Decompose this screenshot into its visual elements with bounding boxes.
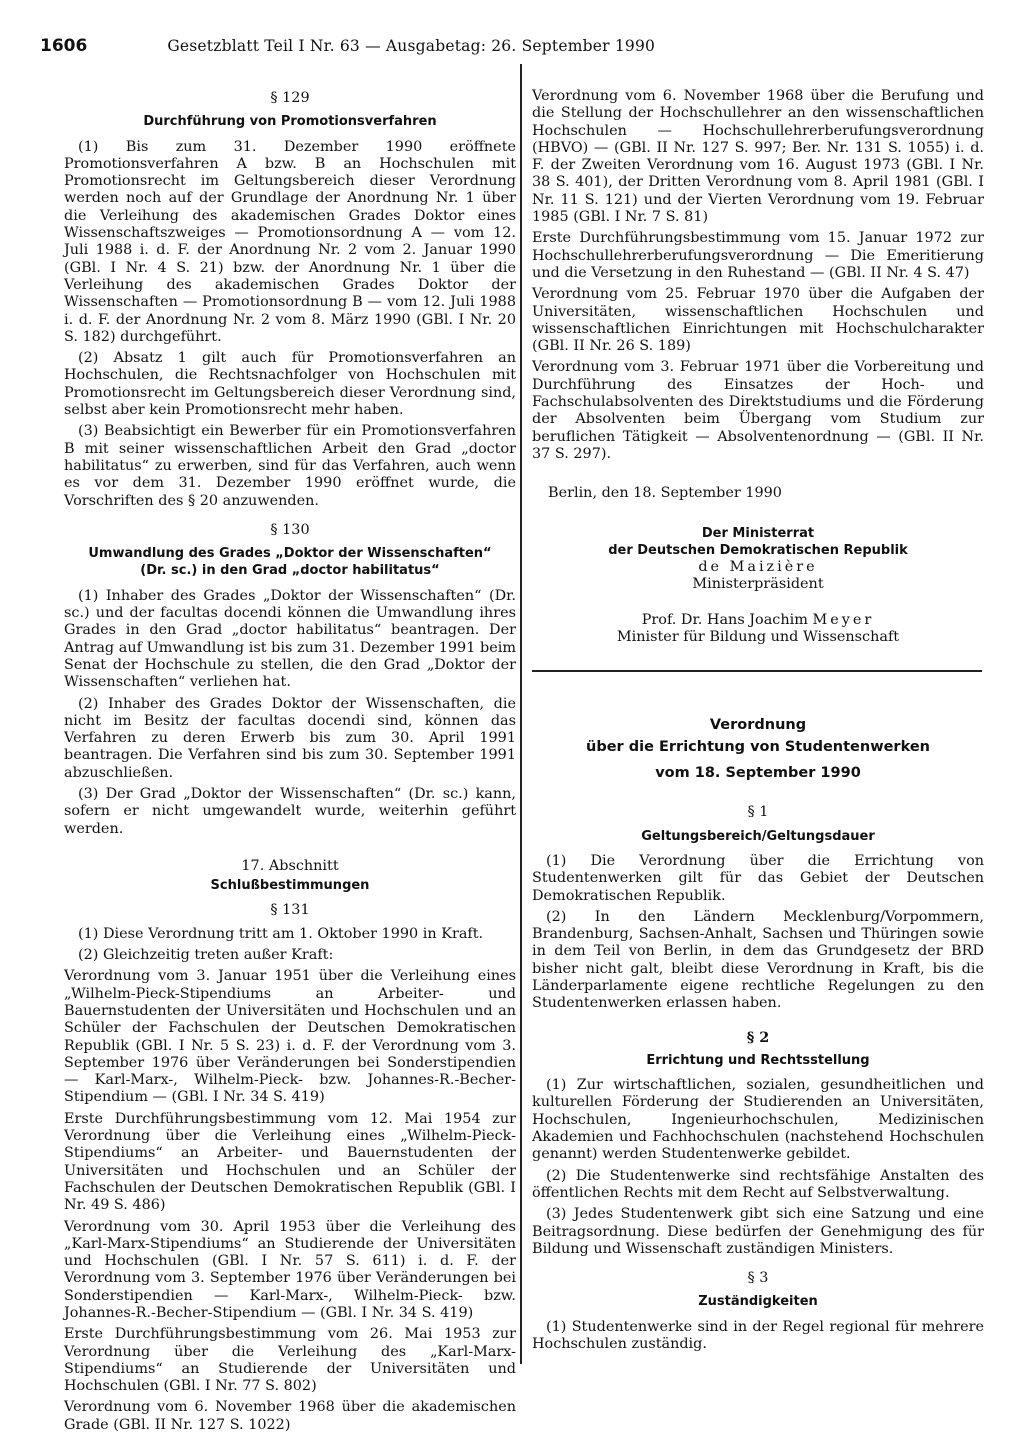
section-130-title-line-2: (Dr. sc.) in den Grad „doctor habilitatus“ (140, 563, 440, 579)
ordinance-title-line-2: über die Errichtung von Studentenwerken (586, 739, 930, 756)
section-131-number: § 131 (270, 902, 310, 919)
ordinance-title-line-1: Verordnung (709, 717, 807, 734)
running-title: Gesetzblatt Teil I Nr. 63 — Ausgabetag: 26. September 1990 (167, 37, 656, 55)
left-column (64, 88, 516, 1438)
signatory-1-name: de Maizière (698, 559, 818, 576)
ord-section-1-title: Geltungsbereich/Geltungsdauer (641, 828, 875, 844)
ordinance-title-line-3: vom 18. September 1990 (655, 765, 861, 782)
signature-block (532, 525, 984, 647)
section-130-title-line-1: Umwandlung des Grades „Doktor der Wissenschaften“ (88, 546, 492, 562)
section-129-title: Durchführung von Promotionsverfahren (143, 114, 437, 130)
repealed-item-5: Verordnung vom 6. November 1968 über die akademischen Grade (GBl. II Nr. 127 S. 1022) (64, 1399, 516, 1433)
ord-section-1-number: § 1 (747, 804, 769, 821)
ord-section-2-para-1: (1) Zur wirtschaftlichen, sozialen, gesundheitlichen und kulturellen Förderung der Studierenden an Universitäten, Hochschulen, Ingenieurhochschulen, Medizinischen Akademien und Fachhochschulen (nachstehend Hochschulen genannt) werden Studentenwerke gebildet. (532, 1077, 984, 1163)
repealed-item-7: Erste Durchführungsbestimmung vom 15. Januar 1972 zur Hochschullehrerberufungsverordnung — Die Emeritierung und die Versetzung in den Ruhestand — (GBl. II Nr. 4 S. 47) (532, 230, 984, 281)
section-129-para-3: (3) Beabsichtigt ein Bewerber für ein Promotionsverfahren B mit seiner wissenschaftlichen Arbeit den Grad „doctor habilitatus“ zu erwerben, sind für das Verfahren, auch wenn es vor dem 31. Dezember 1990 eröffnet wurde, die Vorschriften des § 20 anzuwenden. (64, 423, 516, 509)
section-130-para-1: (1) Inhaber des Grades „Doktor der Wissenschaften“ (Dr. sc.) und der facultas docendi können die Umwandlung ihres Grades in den Grad „doctor habilitatus“ beantragen. Der Antrag auf Umwandlung ist bis zum 31. Dezember 1991 beim Senat der Hochschule zu stellen, die den Grad „Doktor der Wissenschaften“ verliehen hat. (64, 587, 516, 691)
ord-section-1-para-2: (2) In den Ländern Mecklenburg/Vorpommern, Brandenburg, Sachsen-Anhalt, Sachsen und Thüringen sowie in dem Teil von Berlin, in dem das Grundgesetz der BRD bisher nicht galt, bleibt diese Verordnung in Kraft, bis die Länderparlamente eigene rechtliche Regelungen zu den Studentenwerken erlassen haben. (532, 908, 984, 1012)
abschnitt-title: Schlußbestimmungen (210, 878, 370, 894)
signatory-2-name (532, 612, 984, 629)
section-131-para-1: (1) Diese Verordnung tritt am 1. Oktober 1990 in Kraft. (78, 925, 484, 942)
section-130-para-2: (2) Inhaber des Grades Doktor der Wissenschaften, die nicht im Besitz der facultas docendi sind, können das Verfahren zu deren Erwerb bis zum 30. April 1991 beantragen. Die Verfahren sind bis zum 30. September 1991 abzuschließen. (64, 695, 516, 781)
ordinance-title (532, 714, 984, 784)
place-and-date: Berlin, den 18. September 1990 (548, 485, 782, 502)
section-129-para-2: (2) Absatz 1 gilt auch für Promotionsverfahren an Hochschulen, die Rechtsnachfolger von Hochschulen mit Promotionsrecht im Geltungsbereich dieser Verordnung sind, selbst aber kein Promotionsrecht mehr haben. (64, 350, 516, 419)
repealed-item-3: Verordnung vom 30. April 1953 über die Verleihung des „Karl-Marx-Stipendiums“ an Studierende der Universitäten und Hochschulen (GBl. I Nr. 57 S. 611) i. d. F. der Verordnung vom 3. September 1976 über Veränderungen bei Sonderstipendien — Karl-Marx-, Wilhelm-Pieck- bzw. Johannes-R.-Becher-Stipendium — (GBl. I Nr. 34 S. 419) (64, 1218, 516, 1321)
repealed-item-4: Erste Durchführungsbestimmung vom 26. Mai 1953 zur Verordnung über die Verleihung des „Karl-Marx-Stipendiums“ an Studierende der Universitäten und Hochschulen (GBl. I Nr. 77 S. 802) (64, 1326, 516, 1395)
section-129-number: § 129 (270, 90, 310, 106)
signatory-2-name-prefix: Prof. Dr. Hans Joachim (641, 611, 808, 628)
page-header (40, 36, 984, 56)
page-number: 1606 (40, 36, 88, 56)
right-column (532, 88, 984, 1357)
repealed-item-1: Verordnung vom 3. Januar 1951 über die Verleihung eines „Wilhelm-Pieck-Stipendiums an Arbeiter- und Bauernstudenten der Universitäten und Hochschulen und an Schüler der Fachschulen der Deutschen Demokratischen Republik (GBl. I Nr. 5 S. 23) i. d. F. der Verordnung vom 3. September 1976 über Veränderungen bei Sonderstipendien — Karl-Marx-, Wilhelm-Pieck- bzw. Johannes-R.-Becher-Stipendium — (GBl. I Nr. 34 S. 419) (64, 968, 516, 1106)
signatory-1-role: Ministerpräsident (692, 576, 824, 593)
repealed-item-9: Verordnung vom 3. Februar 1971 über die Vorbereitung und Durchführung des Einsatzes der Hoch- und Fachschulabsolventen des Direktstudiums und die Förderung der Absolventen beim Übergang vom Studium zur beruflichen Tätigkeit — Absolventenordnung — (GBl. II Nr. 37 S. 297). (532, 359, 984, 462)
ord-section-2-title: Errichtung und Rechtsstellung (646, 1052, 870, 1068)
signatory-2-surname: Meyer (812, 611, 875, 628)
repealed-item-6: Verordnung vom 6. November 1968 über die Berufung und die Stellung der Hochschullehrer an den wissenschaftlichen Hochschulen — Hochschullehrerberufungsverordnung (HBVO) — (GBl. II Nr. 127 S. 997; Ber. Nr. 131 S. 1055) i. d. F. der Zweiten Verordnung vom 16. August 1973 (GBl. I Nr. 38 S. 401), der Dritten Verordnung vom 8. April 1981 (GBl. I Nr. 11 S. 121) und der Vierten Verordnung vom 19. Februar 1985 (GBl. I Nr. 7 S. 81) (532, 88, 984, 226)
ord-section-3-title: Zuständigkeiten (698, 1294, 818, 1310)
ord-section-1-para-1: (1) Die Verordnung über die Errichtung von Studentenwerken gilt für das Gebiet der Deutschen Demokratischen Republik. (532, 852, 984, 904)
section-130-para-3: (3) Der Grad „Doktor der Wissenschaften“ (Dr. sc.) kann, sofern er nicht umgewandelt wurde, weiterhin geführt werden. (64, 785, 516, 837)
signatory-2-role: Minister für Bildung und Wissenschaft (616, 629, 900, 646)
ord-section-3-para-1: (1) Studentenwerke sind in der Regel regional für mehrere Hochschulen zuständig. (532, 1318, 984, 1353)
ord-section-2-para-2: (2) Die Studentenwerke sind rechtsfähige Anstalten des öffentlichen Rechts mit dem Recht auf Selbstverwaltung. (532, 1167, 984, 1201)
signature-org-line-1: Der Ministerrat (701, 525, 815, 541)
repealed-item-8: Verordnung vom 25. Februar 1970 über die Aufgaben der Universitäten, wissenschaftlichen Hochschulen und wissenschaftlichen Einrichtungen mit Hochschulcharakter (GBl. II Nr. 26 S. 189) (532, 286, 984, 355)
section-131-para-2: (2) Gleichzeitig treten außer Kraft: (78, 947, 334, 964)
section-129-para-1: (1) Bis zum 31. Dezember 1990 eröffnete Promotionsverfahren A bzw. B an Hochschulen mit Promotionsrecht im Geltungsbereich dieser Verordnung werden noch auf der Grundlage der Anordnung Nr. 1 über die Verleihung des akademischen Grades Doktor eines Wissenschaftszweiges — Promotionsordnung A — vom 12. Juli 1988 i. d. F. der Anordnung Nr. 2 vom 2. Januar 1990 (GBl. I Nr. 4 S. 21) bzw. der Anordnung Nr. 1 über die Verleihung des akademischen Grades Doktor der Wissenschaften — Promotionsordnung B — vom 12. Juli 1988 i. d. F. der Anordnung Nr. 2 vom 8. März 1990 (GBl. I Nr. 20 S. 182) durchgeführt. (64, 138, 516, 345)
section-130-number: § 130 (270, 521, 310, 538)
ord-section-2-number: § 2 (746, 1028, 770, 1046)
repealed-item-2: Erste Durchführungsbestimmung vom 12. Mai 1954 zur Verordnung über die Verleihung eines „Wilhelm-Pieck-Stipendiums“ an Arbeiter- und Bauernstudenten der Universitäten und Hochschulen und an Schüler der Fachschulen der Deutschen Demokratischen Republik (GBl. I Nr. 49 S. 486) (64, 1110, 516, 1214)
abschnitt-label: 17. Abschnitt (241, 857, 339, 874)
ord-section-2-para-3: (3) Jedes Studentenwerk gibt sich eine Satzung und eine Beitragsordnung. Diese bedürfen der Genehmigung des für Bildung und Wissenschaft zuständigen Ministers. (532, 1206, 984, 1257)
ord-section-3-number: § 3 (747, 1270, 769, 1287)
column-divider (520, 64, 522, 1364)
section-separator-rule (532, 670, 982, 672)
signature-org-line-2: der Deutschen Demokratischen Republik (608, 542, 908, 558)
